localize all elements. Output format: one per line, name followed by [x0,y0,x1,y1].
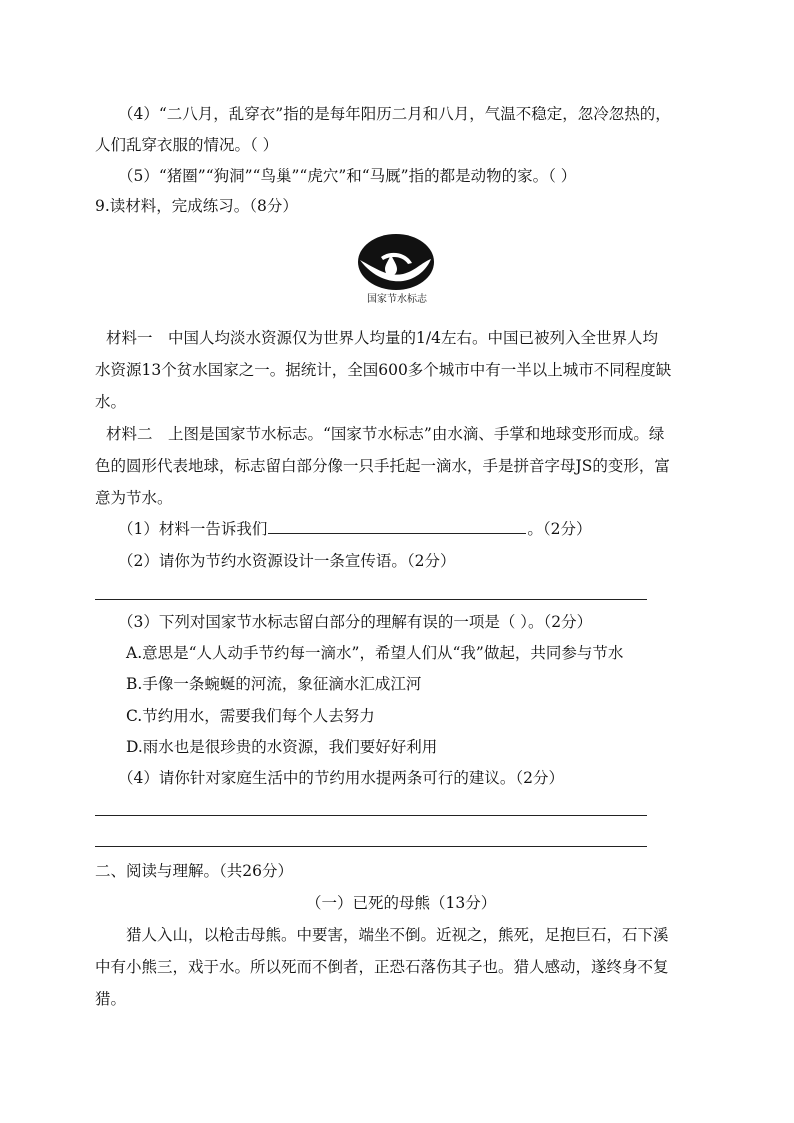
option-a: A.意思是“人人动手节约每一滴水”，希望人们从“我”做起，共同参与节水 [126,644,624,662]
logo-caption: 国家节水标志 [367,294,427,305]
passage-line-1: 猎人入山，以枪击母熊。中要害，端坐不倒。近视之，熊死，足抱巨石，石下溪 [126,926,669,944]
water-saving-logo-icon [357,233,435,291]
question-1-prefix: （1）材料一告诉我们 [118,520,268,538]
material-2-line-1: 材料二 上图是国家节水标志。“国家节水标志”由水滴、手掌和地球变形而成。绿 [106,425,665,443]
option-c: C.节约用水，需要我们每个人去努力 [126,707,375,725]
q4-line-1: （4）“二八月，乱穿衣”指的是每年阳历二月和八月，气温不稳定，忽冷忽热的， [118,105,671,123]
material-1-line-2: 水资源13个贫水国家之一。据统计，全国600多个城市中有一半以上城市不同程度缺 [95,361,672,379]
material-2-line-2: 色的圆形代表地球，标志留白部分像一只手托起一滴水，手是拼音字母JS的变形，富 [95,457,670,475]
question-9-title: 9.读材料，完成练习。（8分） [95,197,298,215]
question-2: （2）请你为节约水资源设计一条宣传语。（2分） [118,552,456,570]
answer-blank-1[interactable] [268,519,526,534]
passage-title: （一）已死的母熊（13分） [306,894,497,912]
answer-line-2[interactable] [95,599,647,600]
question-3: （3）下列对国家节水标志留白部分的理解有误的一项是（ ）。（2分） [118,613,593,631]
section-2-title: 二、阅读与理解。（共26分） [95,862,293,880]
passage-line-2: 中有小熊三，戏于水。所以死而不倒者，正恐石落伤其子也。猎人感动，遂终身不复 [95,958,669,976]
option-b: B.手像一条蜿蜒的河流，象征滴水汇成江河 [126,675,422,693]
question-4: （4）请你针对家庭生活中的节约用水提两条可行的建议。（2分） [118,769,564,787]
passage-line-3: 猎。 [95,990,127,1008]
material-2-line-3: 意为节水。 [95,489,173,507]
q4-line-2: 人们乱穿衣服的情况。（ ） [95,136,279,154]
question-1 [118,519,592,539]
q5-line: （5）“猪圈”“狗洞”“鸟巢”“虎穴”和“马厩”指的都是动物的家。（ ） [118,167,577,185]
material-1-line-1: 材料一 中国人均淡水资源仅为世界人均量的1/4左右。中国已被列入全世界人均 [106,329,658,347]
material-1-line-3: 水。 [95,393,127,411]
question-1-suffix: 。（2分） [527,520,592,538]
answer-line-4b[interactable] [95,846,647,847]
option-d: D.雨水也是很珍贵的水资源，我们要好好利用 [126,738,438,756]
answer-line-4a[interactable] [95,815,647,816]
